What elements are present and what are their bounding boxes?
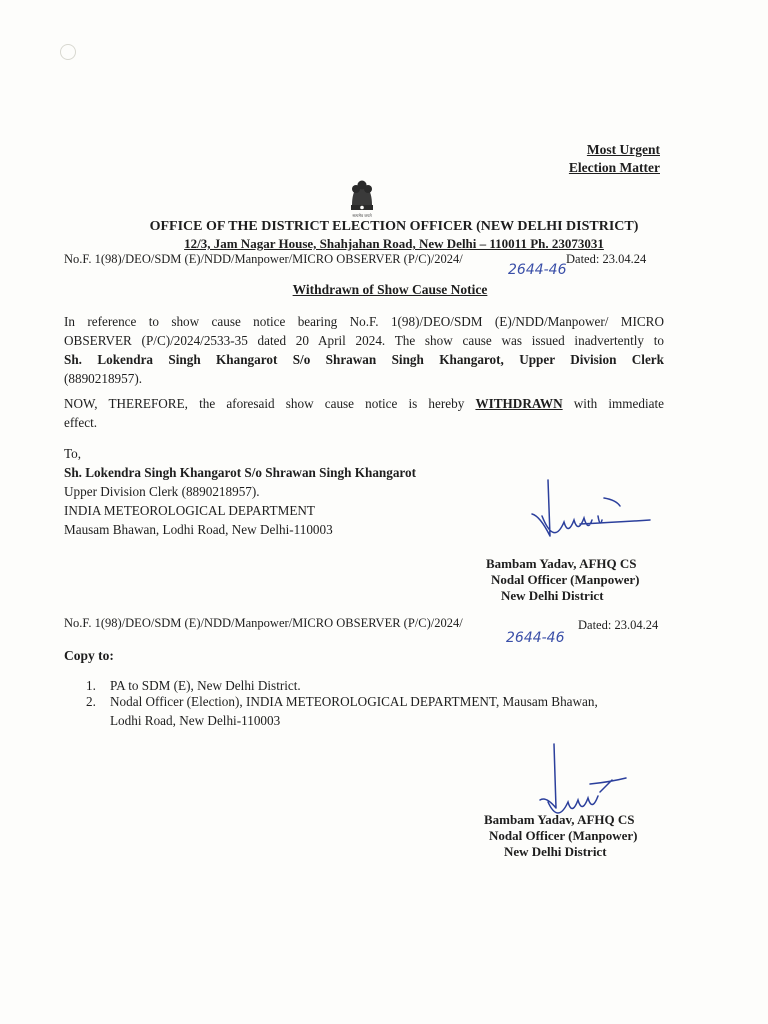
copy-to-heading: Copy to: [64, 648, 114, 663]
copy-item-text: PA to SDM (E), New Delhi District. [110, 678, 301, 693]
para2-pre: NOW, THEREFORE, the aforesaid show cause notice is hereby [64, 396, 476, 411]
para1-line2: OBSERVER (P/C)/2024/2533-35 dated 20 April 2024. The show cause was issued inadvertently to [64, 333, 664, 348]
body-paragraph-1 [64, 312, 664, 388]
signatory-name: Bambam Yadav, AFHQ CS [486, 556, 637, 571]
recipient-to: To, [64, 446, 82, 461]
recipient-designation: Upper Division Clerk (8890218957). [64, 484, 260, 499]
signatory-name: Bambam Yadav, AFHQ CS [484, 812, 635, 827]
para1-phone: (8890218957). [64, 371, 143, 386]
recipient-address: Mausam Bhawan, Lodhi Road, New Delhi-110003 [64, 522, 333, 537]
copy-dispatch-number-handwritten: 2644-46 [506, 630, 565, 646]
copy-item-number: 2. [86, 694, 96, 709]
recipient-name: Sh. Lokendra Singh Khangarot S/o Shrawan Singh Khangarot [64, 465, 417, 480]
withdrawn-emphasis: WITHDRAWN [475, 396, 563, 411]
signatory-block-2 [484, 812, 638, 860]
copy-reference-number: No.F. 1(98)/DEO/SDM (E)/NDD/Manpower/MICRO OBSERVER (P/C)/2024/ [64, 616, 463, 630]
copy-item-number: 1. [86, 678, 96, 693]
para1-line1: In reference to show cause notice bearing No.F. 1(98)/DEO/SDM (E)/NDD/Manpower/ MICRO [64, 314, 664, 329]
signatory-district: New Delhi District [501, 588, 604, 603]
copy-item-2 [86, 692, 660, 730]
scan-mark [60, 44, 76, 60]
para2-line2: effect. [64, 415, 98, 430]
para2-line1 [64, 394, 664, 413]
reference-number: No.F. 1(98)/DEO/SDM (E)/NDD/Manpower/MICRO OBSERVER (P/C)/2024/ [64, 252, 463, 266]
office-title: OFFICE OF THE DISTRICT ELECTION OFFICER (NEW DELHI DISTRICT) [149, 219, 639, 234]
handwritten-signature-1 [520, 476, 660, 566]
subject-heading: Withdrawn of Show Cause Notice [292, 282, 488, 297]
copy-reference-date: Dated: 23.04.24 [578, 618, 659, 632]
dispatch-number-handwritten: 2644-46 [508, 262, 567, 278]
copy-item-text: Nodal Officer (Election), INDIA METEOROLOGICAL DEPARTMENT, Mausam Bhawan, [110, 694, 598, 709]
signatory-district: New Delhi District [504, 844, 607, 859]
recipient-department: INDIA METEOROLOGICAL DEPARTMENT [64, 503, 315, 518]
signatory-role: Nodal Officer (Manpower) [491, 572, 640, 587]
reference-date: Dated: 23.04.24 [566, 252, 647, 266]
para2-post: with immediate [562, 396, 664, 411]
urgency-line-1: Most Urgent [586, 142, 660, 157]
copy-item-text-2: Lodhi Road, New Delhi-110003 [110, 713, 281, 728]
urgency-line-2: Election Matter [568, 160, 660, 175]
para1-employee-name: Sh. Lokendra Singh Khangarot S/o Shrawan Singh Khangarot, Upper Division Clerk [64, 352, 664, 367]
recipient-block [64, 444, 416, 539]
office-address: 12/3, Jam Nagar House, Shahjahan Road, New Delhi – 110011 Ph. 23073031 [184, 236, 604, 251]
signatory-role: Nodal Officer (Manpower) [489, 828, 638, 843]
body-paragraph-2 [64, 394, 664, 432]
emblem-caption: सत्यमेव जयते [352, 213, 372, 218]
signatory-block-1 [486, 556, 640, 604]
